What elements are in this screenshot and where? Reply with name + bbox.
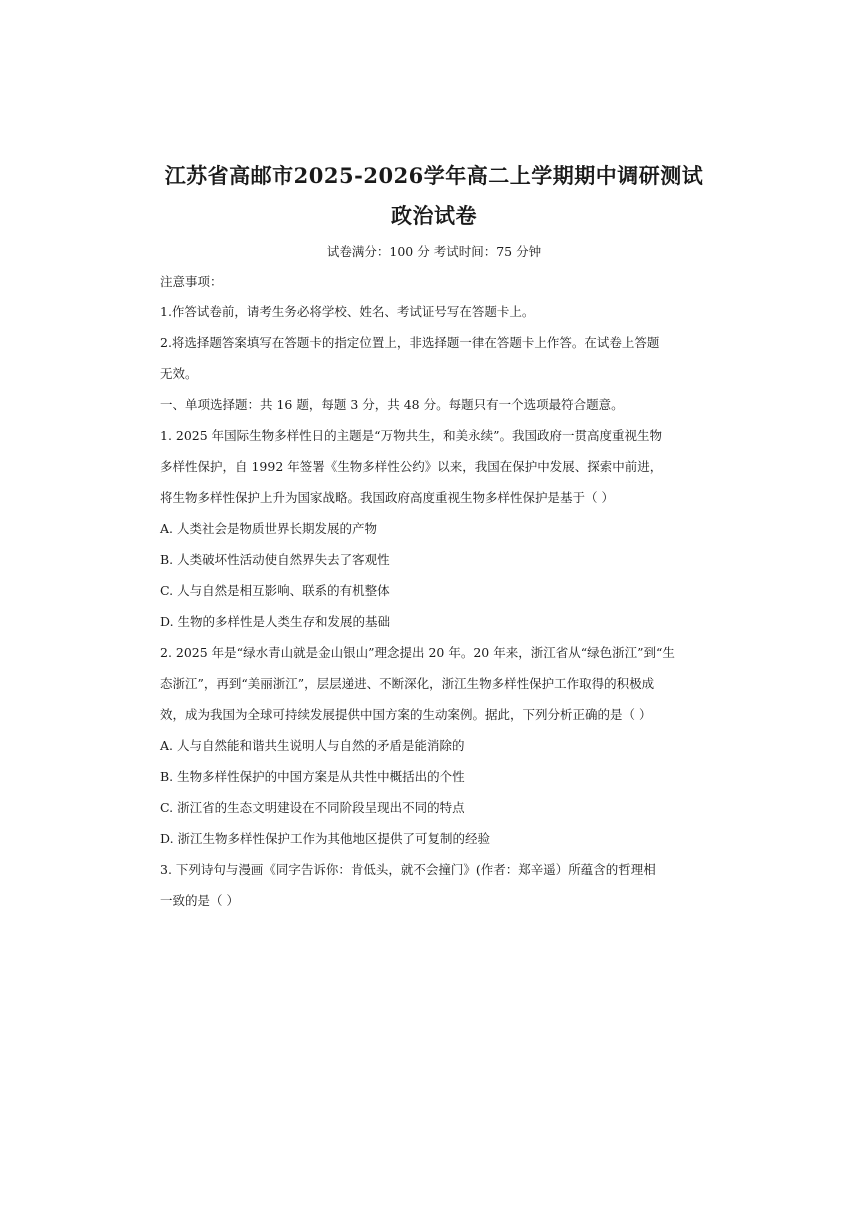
- question-1-option-c: C. 人与自然是相互影响、联系的有机整体: [160, 583, 390, 598]
- question-2-line-1: 2. 2025 年是“绿水青山就是金山银山”理念提出 20 年。20 年来，浙江省从“绿色浙江”到“生: [160, 645, 675, 660]
- question-1-line-3: 将生物多样性保护上升为国家战略。我国政府高度重视生物多样性保护是基于（ ）: [160, 490, 614, 505]
- question-1-option-b: B. 人类破坏性活动使自然界失去了客观性: [160, 552, 390, 567]
- question-3-line-1: 3. 下列诗句与漫画《同字告诉你：肯低头，就不会撞门》(作者：郑辛遥）所蕴含的哲理相: [160, 862, 656, 877]
- question-2-line-2: 态浙江”，再到“美丽浙江”，层层递进、不断深化，浙江生物多样性保护工作取得的积极成: [160, 676, 655, 691]
- question-1-option-a: A. 人类社会是物质世界长期发展的产物: [160, 521, 377, 536]
- question-2-option-d: D. 浙江生物多样性保护工作为其他地区提供了可复制的经验: [160, 831, 491, 846]
- notice-item-2-line-1: 2.将选择题答案填写在答题卡的指定位置上，非选择题一律在答题卡上作答。在试卷上答题: [160, 335, 660, 350]
- question-1-line-2: 多样性保护，自 1992 年签署《生物多样性公约》以来，我国在保护中发展、探索中前进，: [160, 459, 663, 474]
- section-heading: 一、单项选择题：共 16 题，每题 3 分，共 48 分。每题只有一个选项最符合题意。: [160, 397, 624, 412]
- notice-heading: 注意事项：: [160, 274, 223, 289]
- notice-item-1: 1.作答试卷前，请考生务必将学校、姓名、考试证号写在答题卡上。: [160, 304, 535, 319]
- notice-item-2-line-2: 无效。: [160, 366, 198, 381]
- question-2-option-a: A. 人与自然能和谐共生说明人与自然的矛盾是能消除的: [160, 738, 465, 753]
- question-2-option-c: C. 浙江省的生态文明建设在不同阶段呈现出不同的特点: [160, 800, 465, 815]
- exam-info: 试卷满分：100 分 考试时间：75 分钟: [326, 244, 542, 259]
- exam-subtitle: 政治试卷: [391, 203, 477, 228]
- exam-title: 江苏省高邮市2025-2026学年高二上学期期中调研测试: [164, 163, 704, 188]
- question-1-line-1: 1. 2025 年国际生物多样性日的主题是“万物共生，和美永续”。我国政府一贯高度重视生物: [160, 428, 662, 443]
- question-3-line-2: 一致的是（ ）: [160, 893, 239, 908]
- question-2-option-b: B. 生物多样性保护的中国方案是从共性中概括出的个性: [160, 769, 465, 784]
- question-2-line-3: 效，成为我国为全球可持续发展提供中国方案的生动案例。据此，下列分析正确的是（ ）: [160, 707, 652, 722]
- question-1-option-d: D. 生物的多样性是人类生存和发展的基础: [160, 614, 391, 629]
